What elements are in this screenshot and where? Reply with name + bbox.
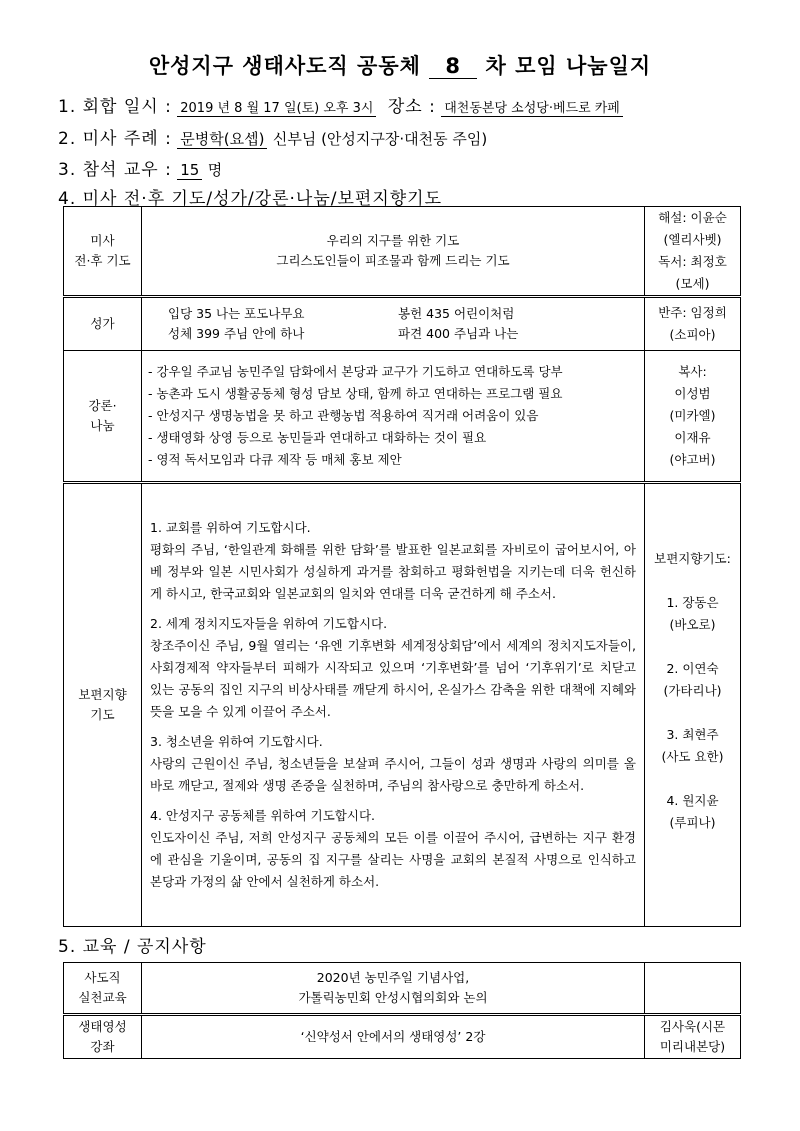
hymn-label: 성가 xyxy=(64,297,142,351)
section4-heading-text: 4. 미사 전·후 기도/성가/강론·나눔/보편지향기도 xyxy=(58,189,443,209)
education-row xyxy=(64,963,741,1015)
hymn-side xyxy=(645,297,741,351)
reader-name: (모세) xyxy=(675,276,710,291)
altar-server-2-name: (야고버) xyxy=(669,452,716,467)
commentator: 해설: 이윤순 xyxy=(658,210,727,225)
homily-item: - 강우일 주교님 농민주일 담화에서 본당과 교구가 기도하고 연대하도록 당부 xyxy=(148,364,563,379)
lecturer-parish: 미리내본당) xyxy=(659,1039,726,1054)
homily-item: - 농촌과 도시 생활공동체 형성 담보 상태, 함께 하고 연대하는 프로그램 필요 xyxy=(148,386,563,401)
intercession-body: 평화의 주님, ‘한일관계 화해를 위한 담화’를 발표한 일본교회를 자비로이 굽어보시어, 아베 정부와 일본 시민사회가 성실하게 과거를 참회하고 평화헌법을 지키는데 더욱 헌신하게 하시고, 한국교회와 일본교회의 일치와 연대를 더욱 굳건하게 해 주소서. xyxy=(150,542,636,601)
meeting-datetime-line xyxy=(58,92,623,117)
intercession-title: 3. 청소년을 위하여 기도합시다. xyxy=(150,734,323,749)
prayer-label-line1: 미사 xyxy=(90,233,115,248)
education-label-line1: 사도직 xyxy=(84,970,121,985)
education-line1: 2020년 농민주일 기념사업, xyxy=(316,970,470,985)
altar-server-label: 복사: xyxy=(678,364,707,379)
document-title xyxy=(0,50,800,80)
altar-server-1: 이성범 xyxy=(674,386,711,401)
reader-4: 4. 원지윤 xyxy=(666,793,719,808)
education-side xyxy=(645,1015,741,1059)
meeting-place-label: 장소 : xyxy=(387,97,436,117)
education-content xyxy=(142,963,645,1015)
celebrant-name: 문병학(요셉) xyxy=(177,130,267,149)
prayer-side xyxy=(645,207,741,297)
altar-server-2: 이재유 xyxy=(674,430,711,445)
altar-server-1-name: (미카엘) xyxy=(669,408,716,423)
reader: 독서: 최정호 xyxy=(658,254,727,269)
intercession-body: 인도자이신 주님, 저희 안성지구 공동체의 모든 이를 이끌어 주시어, 급변하는 지구 환경에 관심을 기울이며, 공동의 집 지구를 살리는 사명을 교회의 본질적 사명으로 인식하고 본당과 가정의 삶 안에서 실천하게 하소서. xyxy=(150,830,636,889)
intercession-title: 1. 교회를 위하여 기도합시다. xyxy=(150,520,311,535)
prayer-label-line2: 전·후 기도 xyxy=(74,253,131,268)
prayer-row xyxy=(64,207,741,297)
hymn-offertory: 봉헌 435 어린이처럼 xyxy=(398,306,515,321)
lecturer-name: 김사욱(시몬 xyxy=(659,1019,726,1034)
education-label-line2: 실천교육 xyxy=(78,990,127,1005)
liturgy-table xyxy=(63,206,741,927)
intercessions-label xyxy=(64,483,142,927)
reader-4-name: (루피나) xyxy=(669,815,716,830)
prayer-label xyxy=(64,207,142,297)
meeting-date-label: 1. 회합 일시 : xyxy=(58,97,172,117)
homily-row xyxy=(64,351,741,483)
mass-celebrant-line xyxy=(58,124,487,149)
attendance-label: 3. 참석 교우 : xyxy=(58,160,172,180)
education-content xyxy=(142,1015,645,1059)
homily-label-line1: 강론· xyxy=(88,398,117,413)
homily-item: - 안성지구 생명농법을 못 하고 관행농법 적용하여 직거래 어려움이 있음 xyxy=(148,408,539,423)
mass-celebrant-label: 2. 미사 주례 : xyxy=(58,129,172,149)
reader-2-name: (가타리나) xyxy=(663,683,722,698)
section5-heading-text: 5. 교육 / 공지사항 xyxy=(58,937,207,957)
hymn-row xyxy=(64,297,741,351)
reader-1: 1. 장동은 xyxy=(666,595,719,610)
attendance-line xyxy=(58,155,222,180)
hymn-entrance: 입당 35 나는 포도나무요 xyxy=(168,306,305,321)
education-line2: 가톨릭농민회 안성시협의회와 논의 xyxy=(298,990,488,1005)
homily-label-line2: 나눔 xyxy=(90,418,115,433)
attendance-count: 15 xyxy=(177,161,202,180)
homily-label xyxy=(64,351,142,483)
education-label xyxy=(64,963,142,1015)
intercession-title: 4. 안성지구 공동체를 위하여 기도합시다. xyxy=(150,808,375,823)
education-row xyxy=(64,1015,741,1059)
title-suffix: 차 모임 나눔일지 xyxy=(485,54,652,78)
reader-3-name: (사도 요한) xyxy=(661,749,724,764)
accompanist-name: (소피아) xyxy=(669,327,716,342)
homily-content xyxy=(142,351,645,483)
intercessions-readers-title: 보편지향기도: xyxy=(654,551,731,566)
commentator-name: (엘리사벳) xyxy=(663,232,722,247)
education-label xyxy=(64,1015,142,1059)
reader-2: 2. 이연숙 xyxy=(666,661,719,676)
meeting-number: 8 xyxy=(429,54,477,79)
prayer-title-2: 그리스도인들이 피조물과 함께 드리는 기도 xyxy=(276,253,510,268)
intercession-body: 사랑의 근원이신 주님, 청소년들을 보살펴 주시어, 그들이 성과 생명과 사랑의 의미를 올바로 깨닫고, 절제와 생명 존중을 실천하며, 주님의 참사랑으로 충만하게 하소서. xyxy=(150,756,636,793)
homily-item: - 영적 독서모임과 다큐 제작 등 매체 홍보 제안 xyxy=(148,452,402,467)
intercession-3 xyxy=(150,731,636,797)
reader-3: 3. 최현주 xyxy=(666,727,719,742)
intercession-1 xyxy=(150,517,636,605)
education-side xyxy=(645,963,741,1015)
homily-side xyxy=(645,351,741,483)
intercessions-label-line1: 보편지향 xyxy=(78,687,127,702)
homily-item: - 생태영화 상영 등으로 농민들과 연대하고 대화하는 것이 필요 xyxy=(148,430,487,445)
hymn-recessional: 파견 400 주님과 나는 xyxy=(398,326,519,341)
prayer-content xyxy=(142,207,645,297)
intercession-4 xyxy=(150,805,636,893)
meeting-place: 대천동본당 소성당·베드로 카페 xyxy=(441,101,623,117)
education-label-line1: 생태영성 xyxy=(78,1019,127,1034)
intercession-body: 창조주이신 주님, 9월 열리는 ‘유엔 기후변화 세계정상회담’에서 세계의 정치지도자들이, 사회경제적 약자들부터 피해가 시작되고 있으며 ‘기후변화’를 넘어 ‘기후위기’로 치닫고 있는 공동의 집인 지구의 비상사태를 깨닫게 하시어, 온실가스 감축을 위한 대책에 지혜와 뜻을 모을 수 있게 이끌어 주소서. xyxy=(150,638,636,719)
title-prefix: 안성지구 생태사도직 공동체 xyxy=(148,54,421,78)
education-table xyxy=(63,962,741,1059)
accompanist: 반주: 임정희 xyxy=(658,305,727,320)
intercessions-row xyxy=(64,483,741,927)
education-line1: ‘신약성서 안에서의 생태영성’ 2강 xyxy=(300,1029,486,1044)
reader-1-name: (바오로) xyxy=(669,617,716,632)
intercessions-content xyxy=(142,483,645,927)
hymn-communion: 성체 399 주님 안에 하나 xyxy=(168,326,305,341)
celebrant-title: 신부님 (안성지구장·대천동 주임) xyxy=(272,130,488,148)
intercessions-side xyxy=(645,483,741,927)
prayer-title-1: 우리의 지구를 위한 기도 xyxy=(326,233,460,248)
education-label-line2: 강좌 xyxy=(90,1039,115,1054)
intercession-2 xyxy=(150,613,636,723)
hymn-content xyxy=(142,297,645,351)
intercessions-label-line2: 기도 xyxy=(90,707,115,722)
attendance-unit: 명 xyxy=(207,161,223,179)
meeting-date: 2019 년 8 월 17 일(토) 오후 3시 xyxy=(177,101,376,117)
section5-heading xyxy=(58,932,207,957)
intercession-title: 2. 세계 정치지도자들을 위하여 기도합시다. xyxy=(150,616,388,631)
